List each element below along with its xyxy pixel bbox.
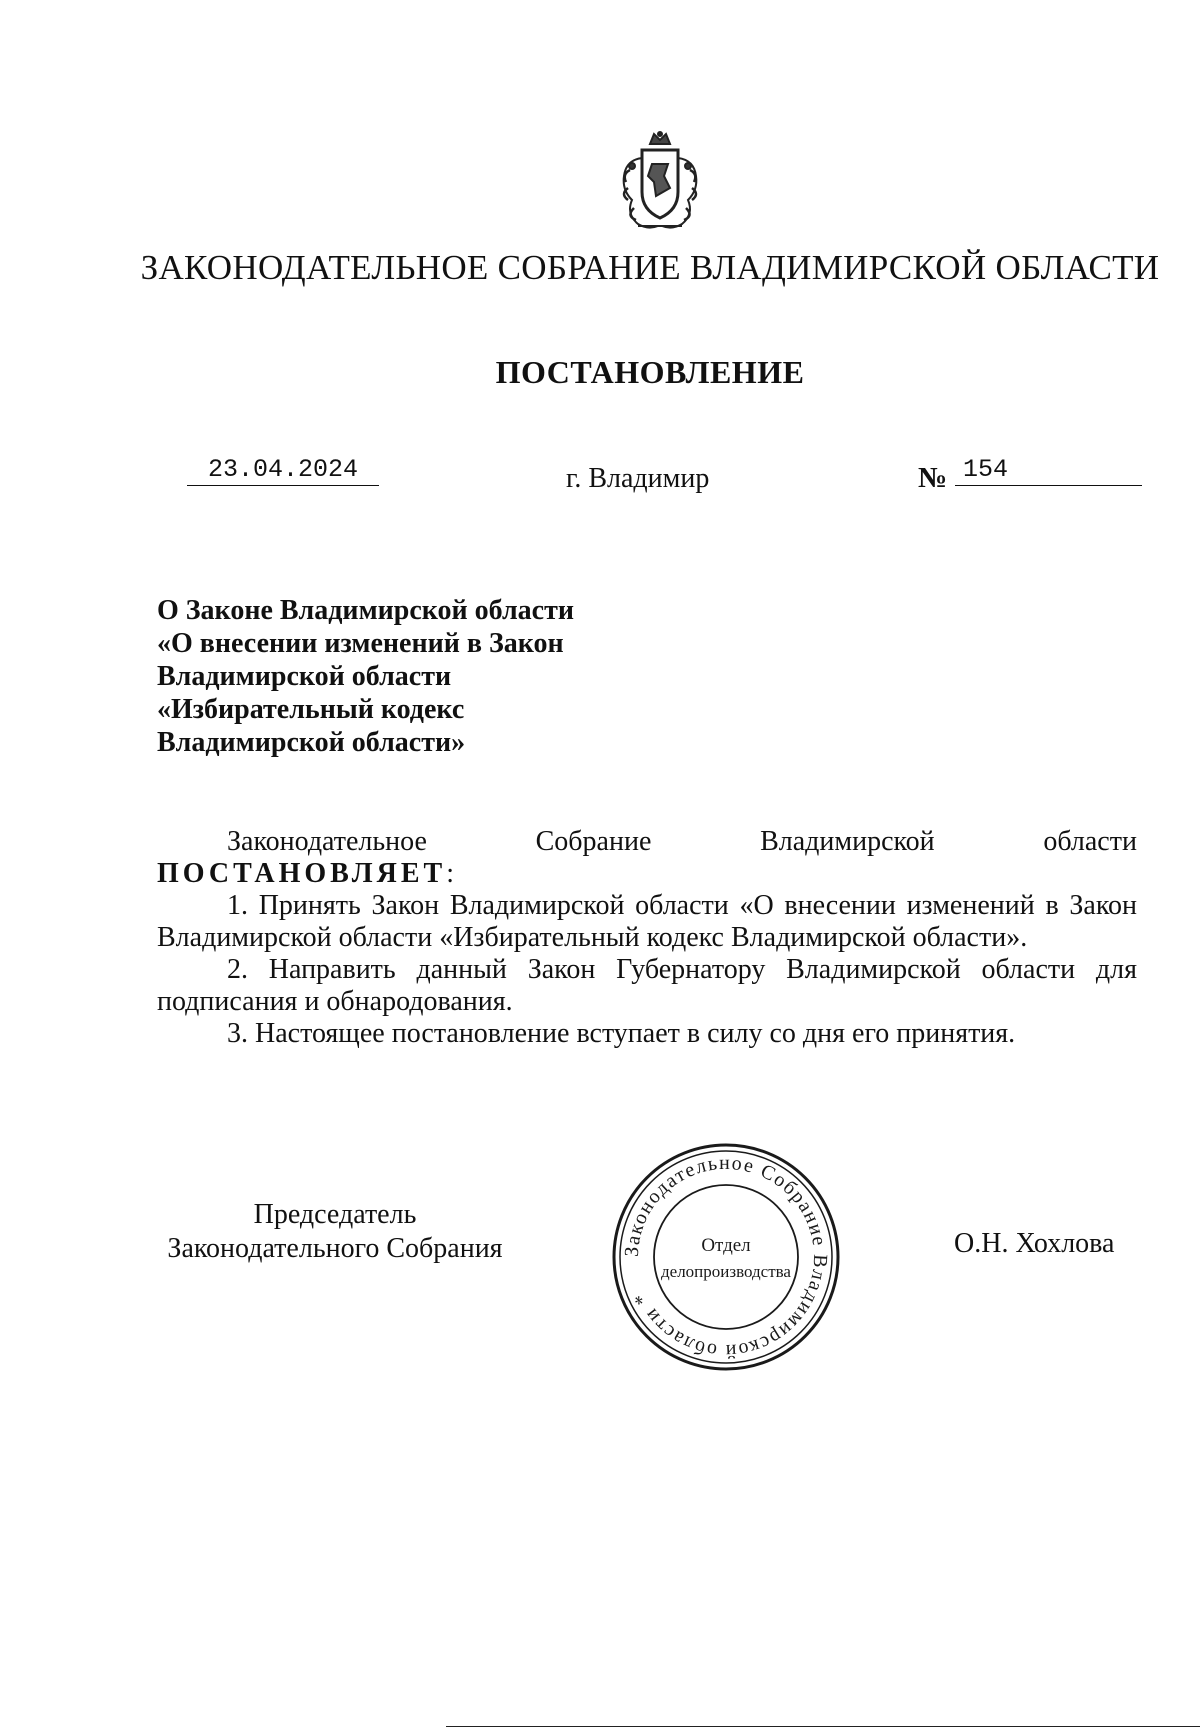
seal-center-line: делопроизводства <box>661 1262 791 1281</box>
signatory-title-line: Председатель <box>253 1199 417 1230</box>
document-subject <box>157 594 717 759</box>
signatory-title-line: Законодательного Собрания <box>167 1233 503 1264</box>
subject-line: Владимирской области <box>157 661 452 692</box>
resolution-item: 3. Настоящее постановление вступает в силу со дня его принятия. <box>227 1018 1016 1049</box>
document-number: 154 <box>955 455 1142 486</box>
intro-line <box>157 826 1137 858</box>
document-date: 23.04.2024 <box>187 455 379 486</box>
svg-text:Законодательное Собрание Влади <box>621 1152 831 1362</box>
resolution-body <box>157 826 1137 1050</box>
intro-word: Собрание <box>535 826 652 857</box>
resolves-colon: : <box>446 858 455 889</box>
subject-line: О Законе Владимирской области <box>157 595 574 626</box>
intro-word: области <box>1043 826 1137 857</box>
seal-ring-text: Законодательное Собрание Владимирской области * <box>620 1151 832 1363</box>
subject-line: «О внесении изменений в Закон <box>157 628 564 659</box>
coat-of-arms-icon <box>612 130 708 234</box>
signatory-title <box>155 1198 515 1266</box>
document-type-title: ПОСТАНОВЛЕНИЕ <box>495 354 805 390</box>
document-city: г. Владимир <box>566 463 710 494</box>
organization-title: ЗАКОНОДАТЕЛЬНОЕ СОБРАНИЕ ВЛАДИМИРСКОЙ ОБЛАСТИ <box>140 248 1160 287</box>
number-sign: № <box>918 462 948 494</box>
signatory-name: О.Н. Хохлова <box>954 1228 1115 1259</box>
page-bottom-rule <box>446 1726 1200 1727</box>
resolution-item: 2. Направить данный Закон Губернатору Владимирской области для подписания и обнародования. <box>157 954 1137 1017</box>
subject-line: Владимирской области» <box>157 727 466 758</box>
intro-word: Законодательное <box>227 826 427 857</box>
resolves-word: ПОСТАНОВЛЯЕТ <box>157 858 447 889</box>
subject-line: «Избирательный кодекс <box>157 694 465 725</box>
resolves-line <box>157 858 1137 890</box>
official-seal-stamp <box>612 1143 840 1371</box>
resolution-item: 1. Принять Закон Владимирской области «О внесении изменений в Закон Владимирской области «Избирательный кодекс Владимирской области». <box>157 890 1137 953</box>
intro-word: Владимирской <box>760 826 935 857</box>
seal-center-line: Отдел <box>701 1235 751 1256</box>
